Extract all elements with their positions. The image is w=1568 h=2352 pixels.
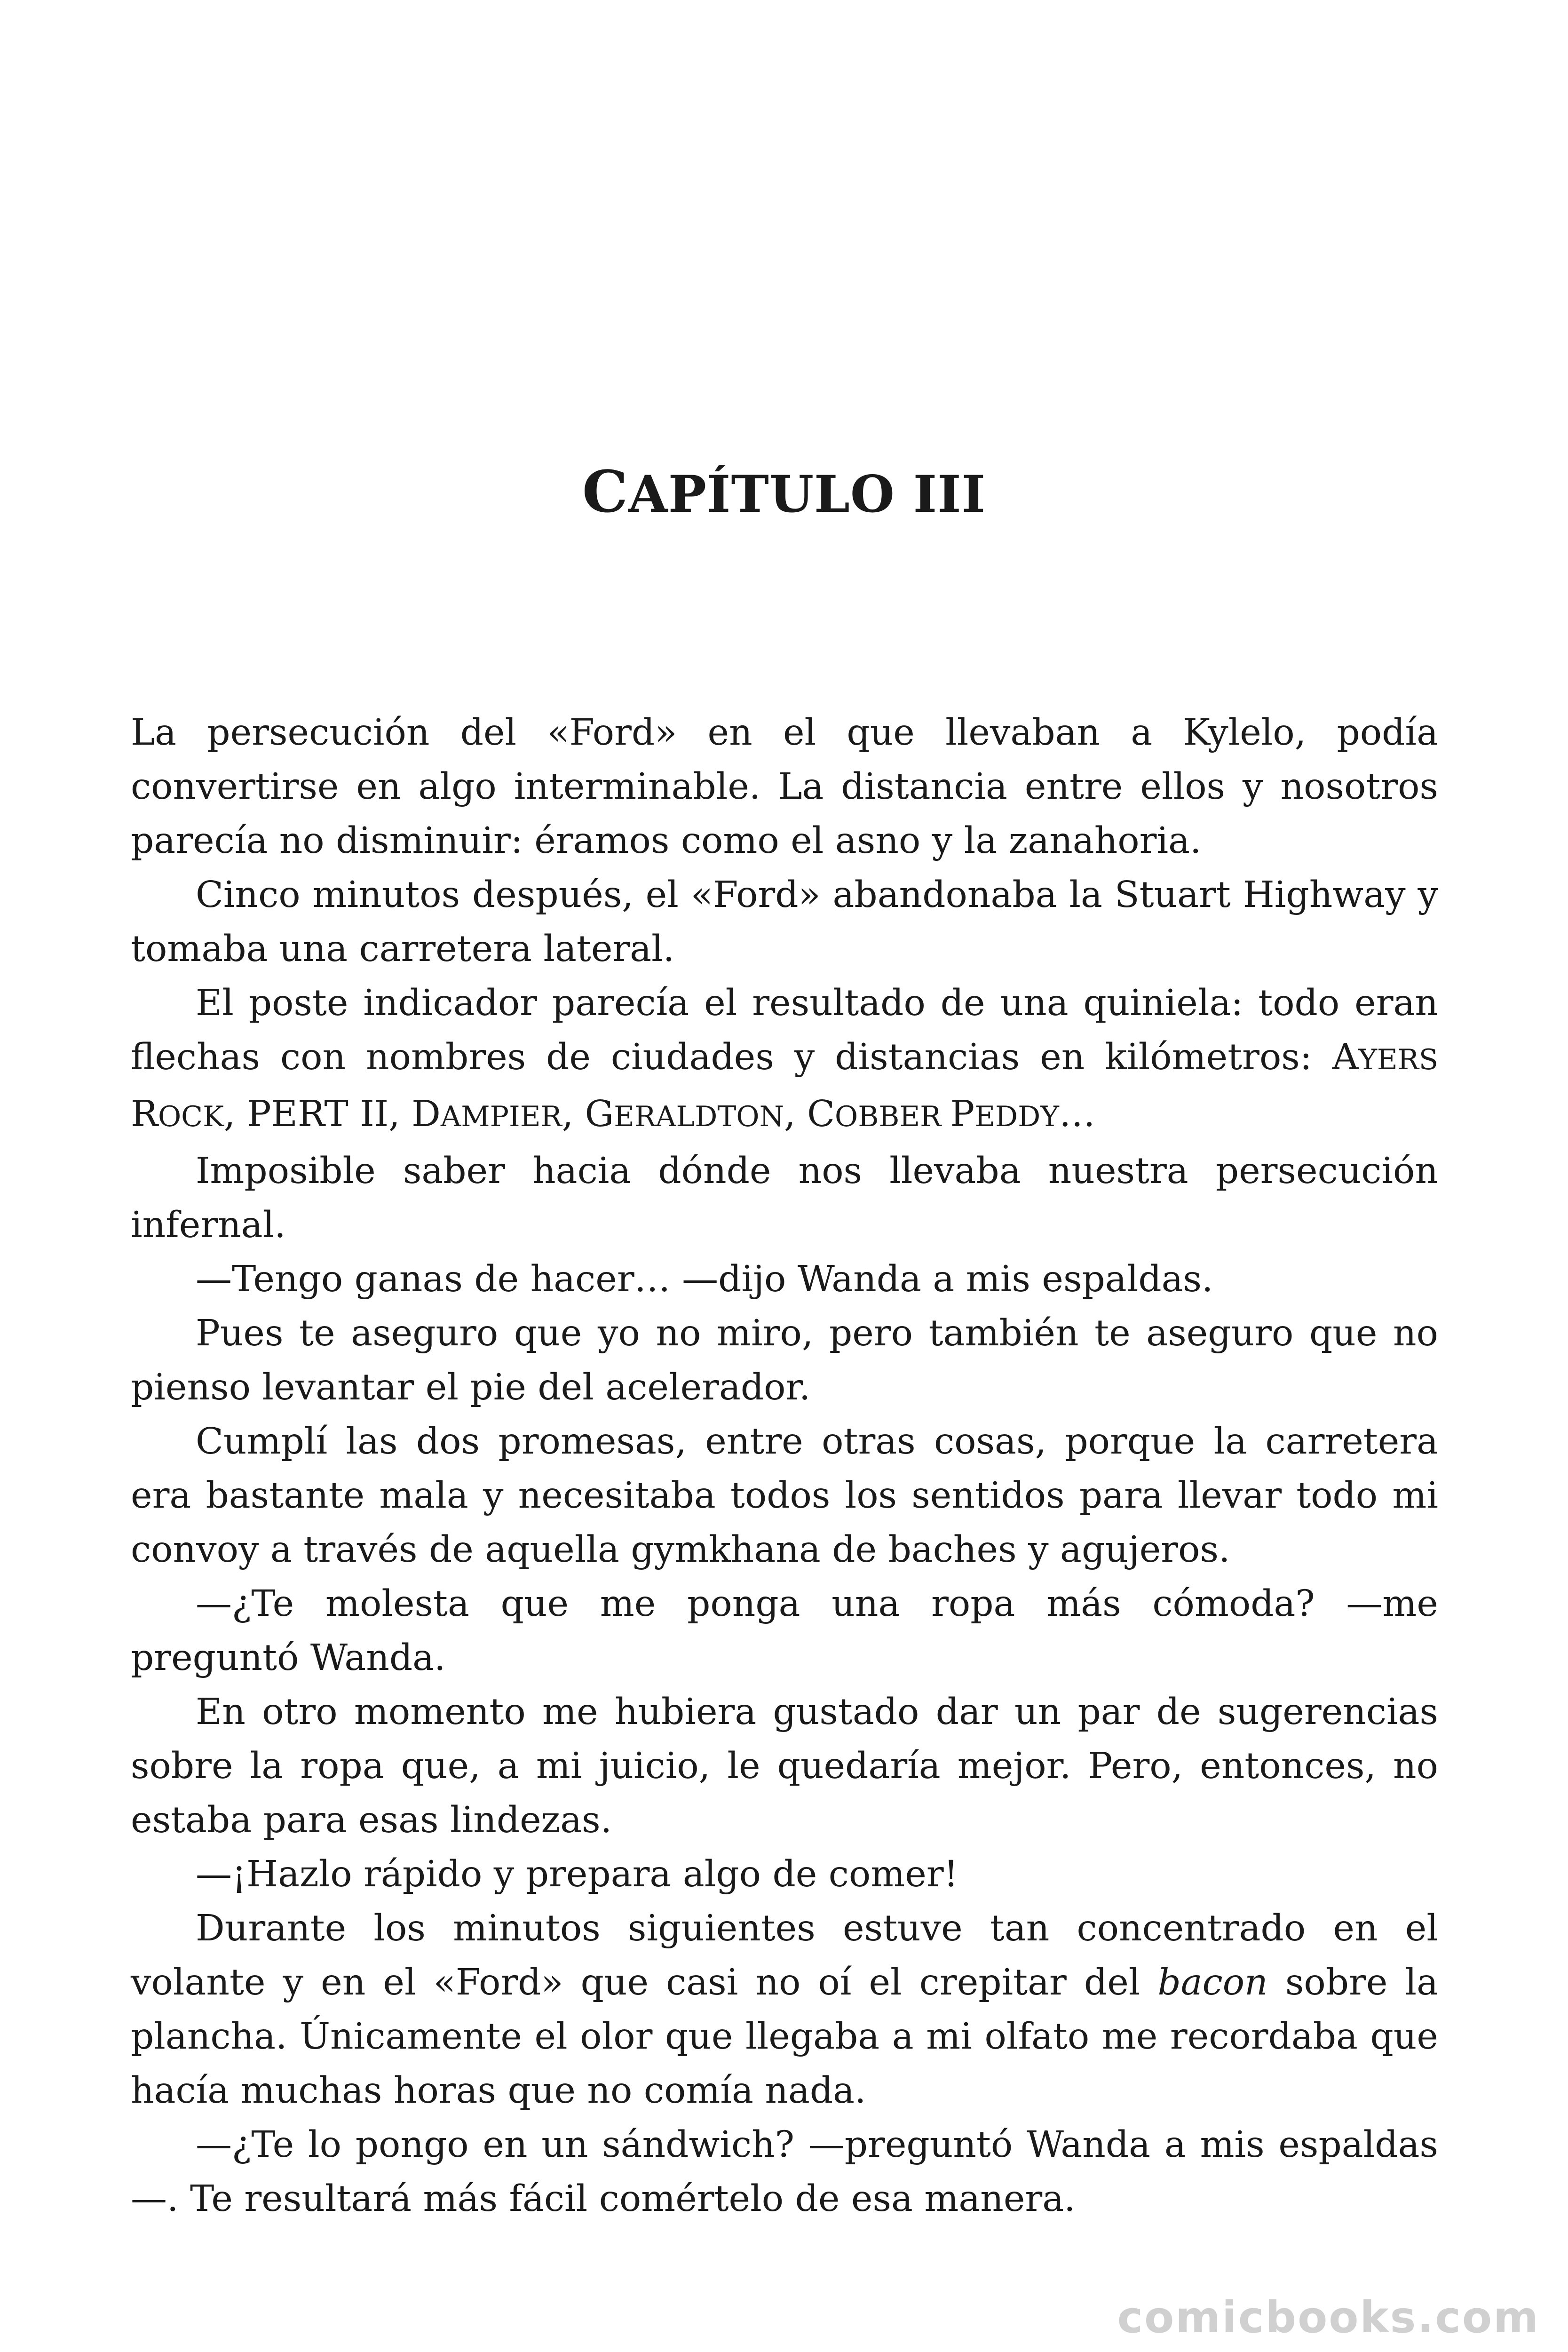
paragraph: —¿Te molesta que me ponga una ropa más cómoda? —me preguntó Wanda. bbox=[131, 1583, 1438, 1679]
paragraph: —¡Hazlo rápido y prepara algo de comer! bbox=[196, 1853, 958, 1895]
watermark: comicbooks.com bbox=[1117, 2292, 1540, 2343]
italic-word: bacon bbox=[1157, 1962, 1268, 2003]
place-name: AYERS ROCK bbox=[131, 1036, 1438, 1135]
paragraph: Cumplí las dos promesas, entre otras cosas, porque la carretera era bastante mala y necesitaba todos los sentidos para llevar todo mi convoy a través de aquella gymkhana de baches y agujeros. bbox=[131, 1421, 1438, 1571]
body-text bbox=[131, 706, 1438, 2226]
place-name: COBBER PEDDY bbox=[807, 1093, 1059, 1135]
paragraph: Durante los minutos siguientes estuve tan concentrado en el volante y en el «Ford» que casi no oí el crepitar del bacon sobre la plancha. Únicamente el olor que llegaba a mi olfato me recordaba que hacía muchas horas que no comía nada. bbox=[131, 1907, 1438, 2112]
paragraph: La persecución del «Ford» en el que llevaban a Kylelo, podía convertirse en algo interminable. La distancia entre ellos y nosotros parecía no disminuir: éramos como el asno y la zanahoria. bbox=[131, 712, 1438, 862]
paragraph: El poste indicador parecía el resultado de una quiniela: todo eran flechas con nombres de ciudades y distancias en kilómetros: AYERS ROCK, PERT II, DAMPIER, GERALDTON, COBBER PEDDY… bbox=[131, 982, 1438, 1135]
paragraph: Pues te aseguro que yo no miro, pero también te aseguro que no pienso levantar el pie del acelerador. bbox=[131, 1312, 1438, 1408]
place-name: GERALDTON bbox=[585, 1093, 784, 1135]
place-name: DAMPIER bbox=[412, 1093, 562, 1135]
ellipsis: … bbox=[1059, 1093, 1095, 1135]
paragraph-text: El poste indicador parecía el resultado de una quiniela: todo eran flechas con nombres de ciudades y distancias en kilómetros: bbox=[131, 982, 1438, 1078]
paragraph: —Tengo ganas de hacer… —dijo Wanda a mis espaldas. bbox=[196, 1258, 1213, 1300]
paragraph: En otro momento me hubiera gustado dar un par de sugerencias sobre la ropa que, a mi juicio, le quedaría mejor. Pero, entonces, no estaba para esas lindezas. bbox=[131, 1691, 1438, 1841]
chapter-title bbox=[0, 458, 1568, 525]
place-name: PERT II bbox=[246, 1093, 389, 1135]
chapter-title-rest: APÍTULO III bbox=[628, 465, 986, 524]
paragraph: —¿Te lo pongo en un sándwich? —preguntó Wanda a mis espaldas—. Te resultará más fácil comértelo de esa manera. bbox=[131, 2124, 1438, 2220]
paragraph: Imposible saber hacia dónde nos llevaba nuestra persecución infernal. bbox=[131, 1150, 1438, 1246]
chapter-title-initial: C bbox=[582, 458, 628, 525]
paragraph: Cinco minutos después, el «Ford» abandonaba la Stuart Highway y tomaba una carretera lateral. bbox=[131, 874, 1438, 970]
